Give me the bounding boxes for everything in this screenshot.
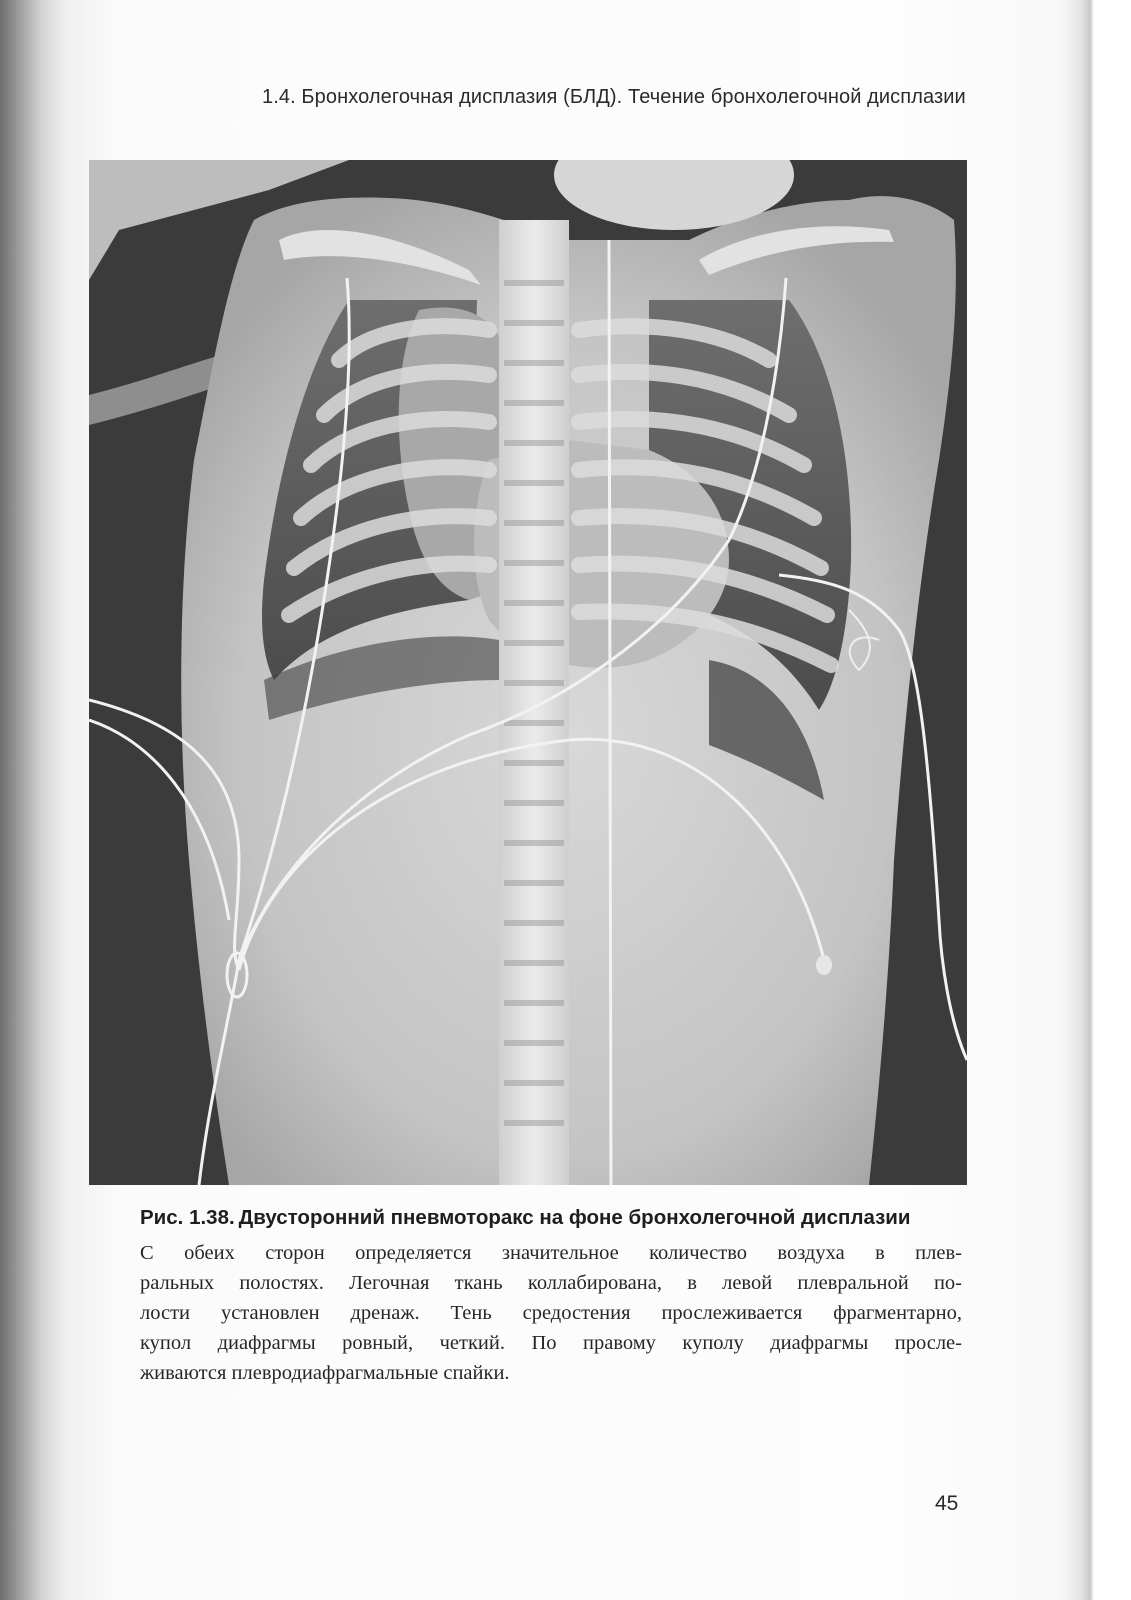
body-line: живаются плевродиафрагмальные спайки. [140,1362,510,1384]
body-line: лости установлен дренаж. Тень средостения прослеживается фрагментарно, [140,1302,962,1324]
chest-xray-image [89,160,967,1185]
figure-label: Рис. 1.38. [140,1206,235,1229]
body-line: ральных полостях. Легочная ткань коллабирована, в левой плевральной по- [140,1272,962,1294]
figure-caption [140,1206,970,1230]
body-line: купол диафрагмы ровный, четкий. По правому куполу диафрагмы просле- [140,1332,962,1354]
chest-xray-figure [89,160,967,1185]
running-head: 1.4. Бронхолегочная дисплазия (БЛД). Течение бронхолегочной дисплазии [262,86,966,108]
figure-description [140,1238,962,1388]
electrode [816,955,832,975]
body-line: С обеих сторон определяется значительное количество воздуха в плев- [140,1242,962,1264]
figure-caption-text: Двусторонний пневмоторакс на фоне бронхолегочной дисплазии [238,1206,911,1229]
page-number: 45 [935,1492,959,1515]
